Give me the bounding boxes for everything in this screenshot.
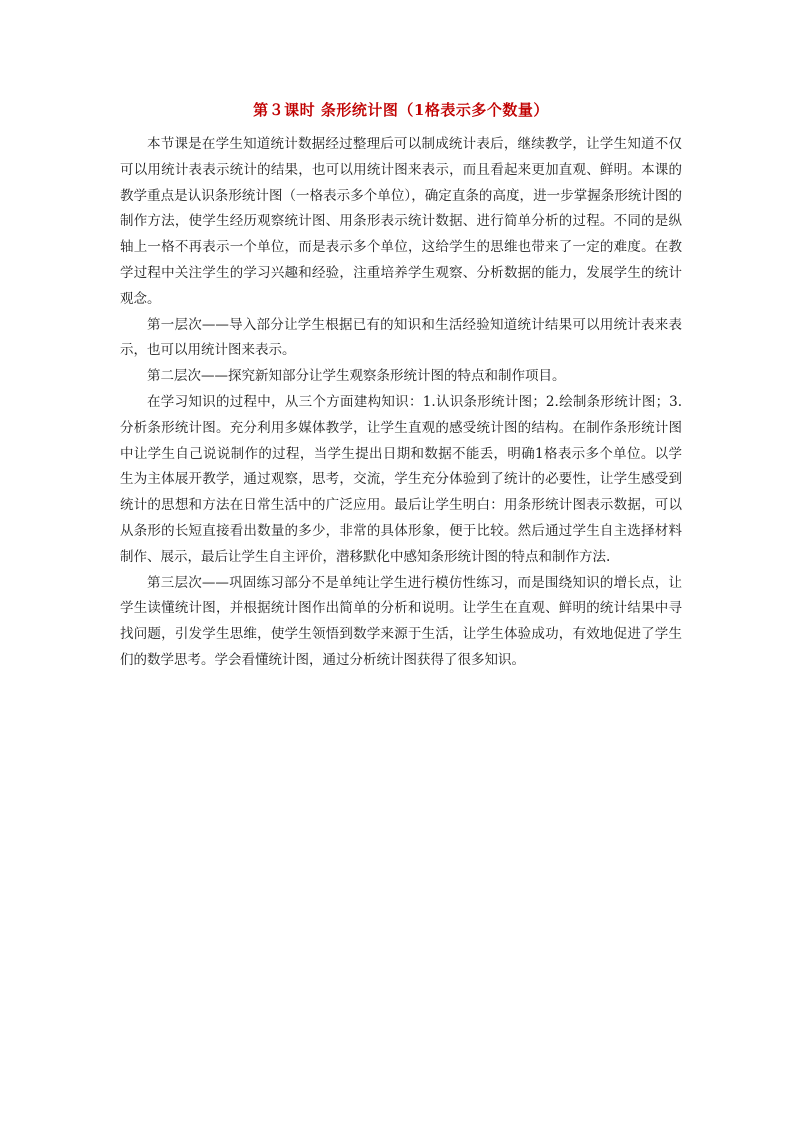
paragraph-level-three: 第三层次——巩固练习部分不是单纯让学生进行模仿性练习，而是围绕知识的增长点，让学生读懂统计图，并根据统计图作出简单的分析和说明。让学生在直观、鲜明的统计结果中寻找问题，引发学生思维，使学生领悟到数学来源于生活，让学生体验成功，有效地促进了学生们的数学思考。学会看懂统计图，通过分析统计图获得了很多知识。 xyxy=(120,574,682,668)
paragraph-level-one: 第一层次——导入部分让学生根据已有的知识和生活经验知道统计结果可以用统计表来表示，也可以用统计图来表示。 xyxy=(120,316,682,359)
document-page xyxy=(120,96,682,674)
document-title: 第３课时 条形统计图（1格表示多个数量） xyxy=(253,101,549,119)
paragraph-learning-process: 在学习知识的过程中，从三个方面建构知识：1.认识条形统计图；2.绘制条形统计图；3.分析条形统计图。充分利用多媒体教学，让学生直观的感受统计图的结构。在制作条形统计图中让学生自己说说制作的过程，当学生提出日期和数据不能丢，明确1格表示多个单位。以学生为主体展开教学，通过观察，思考，交流，学生充分体验到了统计的必要性，让学生感受到统计的思想和方法在日常生活中的广泛应用。最后让学生明白：用条形统计图表示数据，可以从条形的长短直接看出数量的多少，非常的具体形象，便于比较。然后通过学生自主选择材料制作、展示，最后让学生自主评价，潜移默化中感知条形统计图的特点和制作方法. xyxy=(120,393,682,565)
paragraph-level-two: 第二层次——探究新知部分让学生观察条形统计图的特点和制作项目。 xyxy=(147,368,566,385)
paragraph-intro: 本节课是在学生知道统计数据经过整理后可以制成统计表后，继续教学，让学生知道不仅可以用统计表表示统计的结果，也可以用统计图来表示，而且看起来更加直观、鲜明。本课的教学重点是认识条形统计图（一格表示多个单位），确定直条的高度，进一步掌握条形统计图的制作方法，使学生经历观察统计图、用条形表示统计数据、进行简单分析的过程。不同的是纵轴上一格不再表示一个单位，而是表示多个单位，这给学生的思维也带来了一定的难度。在教学过程中关注学生的学习兴趣和经验，注重培养学生观察、分析数据的能力，发展学生的统计观念。 xyxy=(120,136,682,307)
